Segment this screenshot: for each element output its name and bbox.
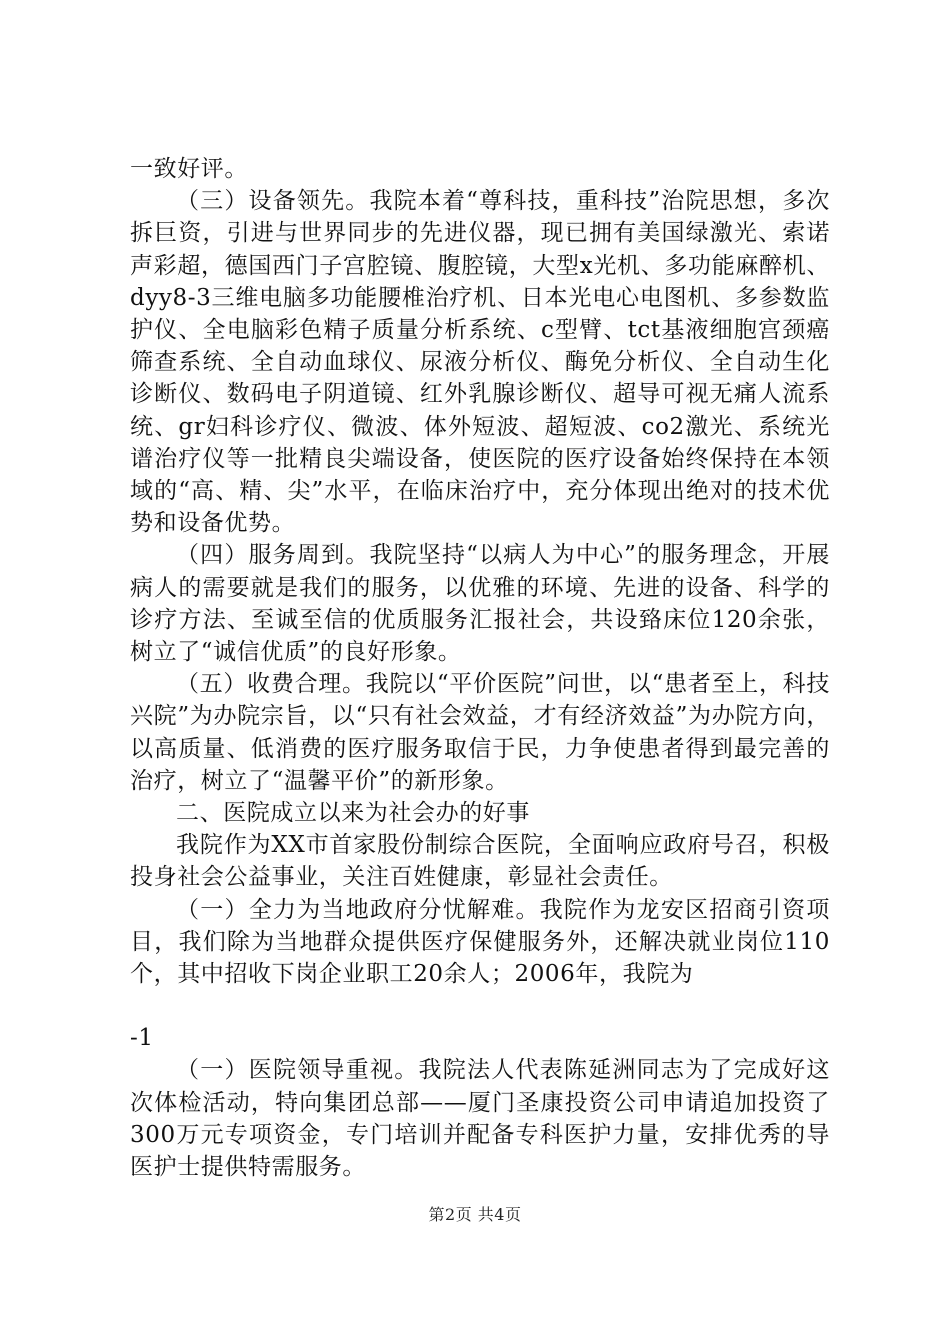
paragraph-government: （一）全力为当地政府分忧解难。我院作为龙安区招商引资项目，我们除为当地群众提供医疗保健服务外，还解决就业岗位110个，其中招收下岗企业职工20余人；2006年，我院为 bbox=[130, 896, 830, 988]
paragraph-service: （四）服务周到。我院坚持“以病人为中心”的服务理念，开展病人的需要就是我们的服务，以优雅的环境、先进的设备、科学的诊疗方法、至诚至信的优质服务汇报社会，共设臵床位120余张，树立了“诚信优质”的良好形象。 bbox=[130, 542, 830, 666]
document-body bbox=[130, 153, 830, 1183]
paragraph-intro: 我院作为XX市首家股份制综合医院，全面响应政府号召，积极投身社会公益事业，关注百姓健康，彰显社会责任。 bbox=[130, 832, 830, 891]
paragraph-leadership: （一）医院领导重视。我院法人代表陈延洲同志为了完成好这次体检活动，特向集团总部——厦门圣康投资公司申请追加投资了300万元专项资金，专门培训并配备专科医护力量，安排优秀的导医护士提供特需服务。 bbox=[130, 1057, 830, 1181]
paragraph-continuation: 一致好评。 bbox=[130, 156, 248, 182]
paragraph-fees: （五）收费合理。我院以“平价医院”问世，以“患者至上，科技兴院”为办院宗旨，以“只有社会效益，才有经济效益”为办院方向，以高质量、低消费的医疗服务取信于民，力争使患者得到最完善的治疗，树立了“温馨平价”的新形象。 bbox=[130, 671, 830, 794]
page-footer: 第2页 共4页 bbox=[428, 1205, 522, 1224]
section-heading: 二、医院成立以来为社会办的好事 bbox=[176, 800, 530, 827]
spacer bbox=[130, 990, 830, 1022]
page-mark: -1 bbox=[130, 1025, 154, 1052]
paragraph-equipment: （三）设备领先。我院本着“尊科技，重科技”治院思想，多次拆巨资，引进与世界同步的先进仪器，现已拥有美国绿激光、索诺声彩超，德国西门子宫腔镜、腹腔镜，大型x光机、多功能麻醉机、dyy8-3三维电脑多功能腰椎治疗机、日本光电心电图机、多参数监护仪、全电脑彩色精子质量分析系统、c型臂、tct基液细胞宫颈癌筛查系统、全自动血球仪、尿液分析仪、酶免分析仪、全自动生化诊断仪、数码电子阴道镜、红外乳腺诊断仪、超导可视无痛人流系统、gr妇科诊疗仪、微波、体外短波、超短波、co2激光、系统光谱治疗仪等一批精良尖端设备，使医院的医疗设备始终保持在本领域的“高、精、尖”水平，在临床治疗中，充分体现出绝对的技术优势和设备优势。 bbox=[130, 188, 830, 537]
